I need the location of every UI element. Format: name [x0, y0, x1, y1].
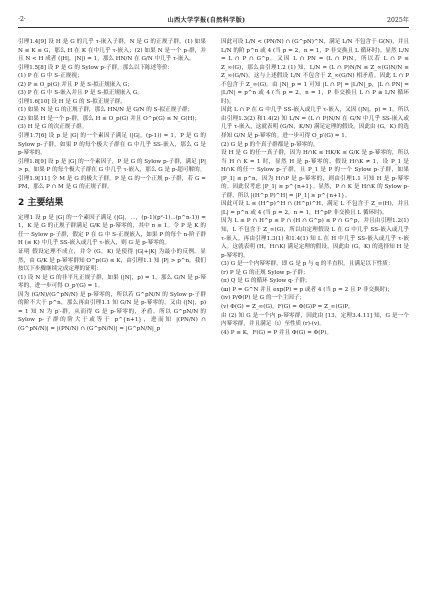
paragraph: 引理1.5[8] 设 P 是 G 的 Sylow p-子群，那么以下陈述等价： — [18, 64, 174, 71]
paragraph: 因此 L ∩ P 在 G 中几乎 SS-嵌入或几乎 τ-嵌入，又因 (|N|，p) = 1，所以由引理1.3(2) 和1.4(2) 知 L/N = (L ∩ P)N/N 在 G/N 中几乎 SS-嵌入或几乎 τ-嵌入，这就表明 (G/N，K/N) 满足定理的假设，因此由 (G，K) 的选择知 G/N 是 p-幂零的。进一步可得 O_p′(G) = 1。 — [221, 107, 409, 140]
paragraph: 设 H 是 G 的任一真子群，因为 H∩K ≤ HK/K ≤ G/K 是 p-幂零的，所以当 H ∩ K = 1 时，显然 H 是 p-幂零的。假设 H∩K ≠ 1，设 P_1 是 H∩K 的任一 Sylow p-子群，且 P_1 是 P 的一个 Sylow p-子群，如果 |P_1| ≤ p^n，因为 H∩P 是 p-幂零的，则由引理1.1 可知 H 是 p-幂零的。因此仅考虑 |P_1| ≥ p^{n+1}。显然，P ∩ K 是 H∩K 的 Sylow p-子群，所以 |(H^p P)^H| = |P_1| ≥ p^{n+1}。 — [221, 150, 409, 199]
section-title: 2 主要结果 — [18, 197, 64, 208]
paragraph: 因此可设 L/N < (PN/N) ∩ (G^pN)^N，满足 L/N 不包含于 G(N)，并且 L/N 的阶 p^n 或 4 (当 p = 2，n = 1，P 非交换且 L 循环时)。显然 L/N = L ∩ P ∩ G^p。又因 L ∩ PN = (L ∩ P)N，所以若 L ∩ P ≤ Z_∞(G)，那么由引理1.2 (1) 知，L/N = (L ∩ P)N/N ≤ Z_∞(G)N/N ≤ Z_∞(G/N)，这与上述假设 L/N 不包含于 Z_∞(G/N) 相矛盾。因此 L ∩ P 不包含于 Z_∞(G)。由 |N|_p = 1 可知 |L ∩ P| = |L/N|_p，|L ∩ PN| = |L/N| = p^n 或 4 (当 p = 2，n = 1，P 非交换且 L ∩ P ≅ L/N 循环时)。 — [221, 39, 410, 105]
paragraph: (1) 如果 N 是 G 的正规子群，那么 HN/N 是 G/N 的 S-拟正规子群； — [18, 107, 194, 114]
paragraph: (ш) P = G^N 并且 exp(P) = p 或者 4 (当 p = 2 且 P 非交换时)； — [221, 286, 394, 293]
paragraph: (v) Φ(G) = Z_∞(G)，F(G) = Φ(G)P = Z_∞(G)P。 — [221, 303, 354, 310]
paragraph: (2) P ≤ O_p(G) 并且 P 是 S-拟正规嵌入 G； — [18, 81, 133, 88]
paragraph: 因此可设 L ≤ (H^p)^H ∩ (H^p)^H，满足 L 不包含于 Z_∞(H)，并且 |L| = p^n 或 4 (当 p = 2，n = 1，H^pP 非交换且 L 循环时)。 — [221, 201, 409, 216]
paragraph: (3) P 在 G 中 S-嵌入并且 P 是 S-拟正规嵌入 G。 — [18, 90, 143, 97]
paragraph: 引理1.8[9] 设 p 是 |G| 的一个素因子，P 是 G 的 Sylow p-子群，满足 |P| > p，如果 P 的每个极大子群在 G 中几乎 τ-嵌入，那么 G 是 p-超可解的。 — [18, 158, 206, 174]
paragraph: 引理1.9[11] 令 M 是 G 的极大子群，P 是 G 的一个正规 p-子群，若 G = PM，那么 P ∩ M 是 G 的正规子群。 — [18, 175, 206, 191]
paragraph: (п) Q 是 G 的循环 Sylow q-子群； — [221, 278, 311, 285]
paragraph: (1) 设 N 是 G 的非平凡正规子群，如果 (|N|，p) = 1，那么 G/N 是 p-幂零的，进一步可得 O_p'(G) = 1。 — [18, 274, 206, 290]
paragraph: 引理1.4[9] 设 H 是 G 的几乎 τ-嵌入子群，N 是 G 的正规子群，(1) 如果 N ≤ K ≤ G，那么 H 在 K 在中几乎 τ-嵌入；(2) 如果 N 是一个 p-群，并且 N < H 成者 (|H|，|N|) = 1，那么 HN/N 在 G/N 中几乎 τ-嵌入。 — [18, 39, 206, 63]
paragraph: (2) G 是 p 的个真子群都是 p-幂零的。 — [221, 141, 319, 148]
paragraph: 由 (2) 知 G 是一个内 p-幂零群，因此由 [13，定理3.4.11] 知，G 是一个内幂零群，并且满足（i）至性质 (r)-(v)。 — [221, 312, 409, 328]
right-column — [221, 38, 409, 337]
paragraph: 定理1 设 p 是 |G| 的一个素因子满足 (|G|，⋯，(p-1)(p²-1)⋯(p^n-1)) = 1，K 是 G 的正规子群满足 G/K 是 p-幂零的，其中 n ≥ 1。令 P 是 K 的任一 Sylow p-子群，假定 P 在 G 中 S-正规嵌入，如果 P 的每个 n-阶子群 H (≤ K) 中几乎 SS-嵌入或几乎 τ-嵌入，则 G 是 p-幂零的。 — [18, 214, 206, 247]
paragraph: (r) P 是 G 的正规 Sylow p-子群； — [221, 269, 309, 276]
paragraph: (3) H 是 G 的次正规子群。 — [18, 124, 88, 131]
paragraph: (3) G 是一个内幂零群，即 G 是 p 与 q 的半直积，且满足以下性质： — [221, 261, 394, 268]
running-header — [18, 12, 409, 26]
year: 2025年 — [387, 16, 409, 24]
paragraph: 引理1.7[6] 设 p 是 |G| 的一个素因子满足 (|G|，(p-1)) = 1，P 是 G 的 Sylow p-子群，如果 P 的每个极大子群在 G 中几乎 SS-嵌入，那么 G 是 p-幂零的。 — [18, 133, 206, 157]
left-column — [18, 38, 206, 334]
paragraph: 引理1.6[10] 设 H 是 G 的 S-拟正规子群。 — [18, 98, 126, 105]
paragraph: 因为 L ≤ P ∩ H^p ≤ P ∩ (H ∩ G^p) ≤ P ∩ G^p，并且由引理1.2(1) 知，L 不包含于 Z_∞(G)，所以由定理假设 L 在 G 中几乎 SS-嵌入或几乎 τ-嵌入。再由引理1.3(1) 和1.4(1) 知 L 在 H 中几乎 SS-嵌入或几乎 τ-嵌入。这就表明 (H，H∩K) 满足定理的假设，因此由 (G，K) 的选择知 H 是 p-幂零的。 — [221, 218, 409, 259]
paragraph: 因为 (G/N)/(G^pN/N) 是 p-幂零的，所以若 G^pN/N 的 Sylow p-子群的阶不大于 p^n，那么再由引理1.1 知 G/N 是 p-幂零的。又由 (|N|，p) = 1 知 N 为 p′-群，从而得 G 是 p-幂零的，矛盾。所以 G^pN/N 的 Sylow p-子群的阶大于或等于 p^{n+1}，进而知 |(PN/N) ∩ (G^pN/N)| = |(PN/N) ∩ (G^pN/N)| = |G^pN/N|_p — [18, 291, 206, 332]
paragraph: (2) 如果 H 是一个 p-群，那么 H ≤ O_p(G) 并且 O^p(G) ≤ N_G(H)； — [18, 115, 201, 122]
paragraph: (iv) P/Φ(P) 是 G 的一个主因子； — [221, 295, 306, 302]
page-number: ·2· — [18, 15, 26, 23]
paragraph: 证明 假设定理不成立，并令 (G，K) 是使得 |G|+|K| 为最小的反例。显然，由 G/K 是 p-幂零群知 O^p(G) ≤ K，由引理1.1 知 |P| > p^n。我们按以下步骤继续完成定理的证明： — [18, 249, 206, 273]
header-rule — [18, 27, 409, 28]
paragraph: (1) P 在 G 中 S-正规视； — [18, 73, 83, 80]
paragraph: (4) P ≤ K，F(G) = P 并且 Φ(G) = Φ(P)。 — [221, 329, 332, 336]
journal-title: 山西大学学报(自然科学版) — [167, 16, 246, 24]
